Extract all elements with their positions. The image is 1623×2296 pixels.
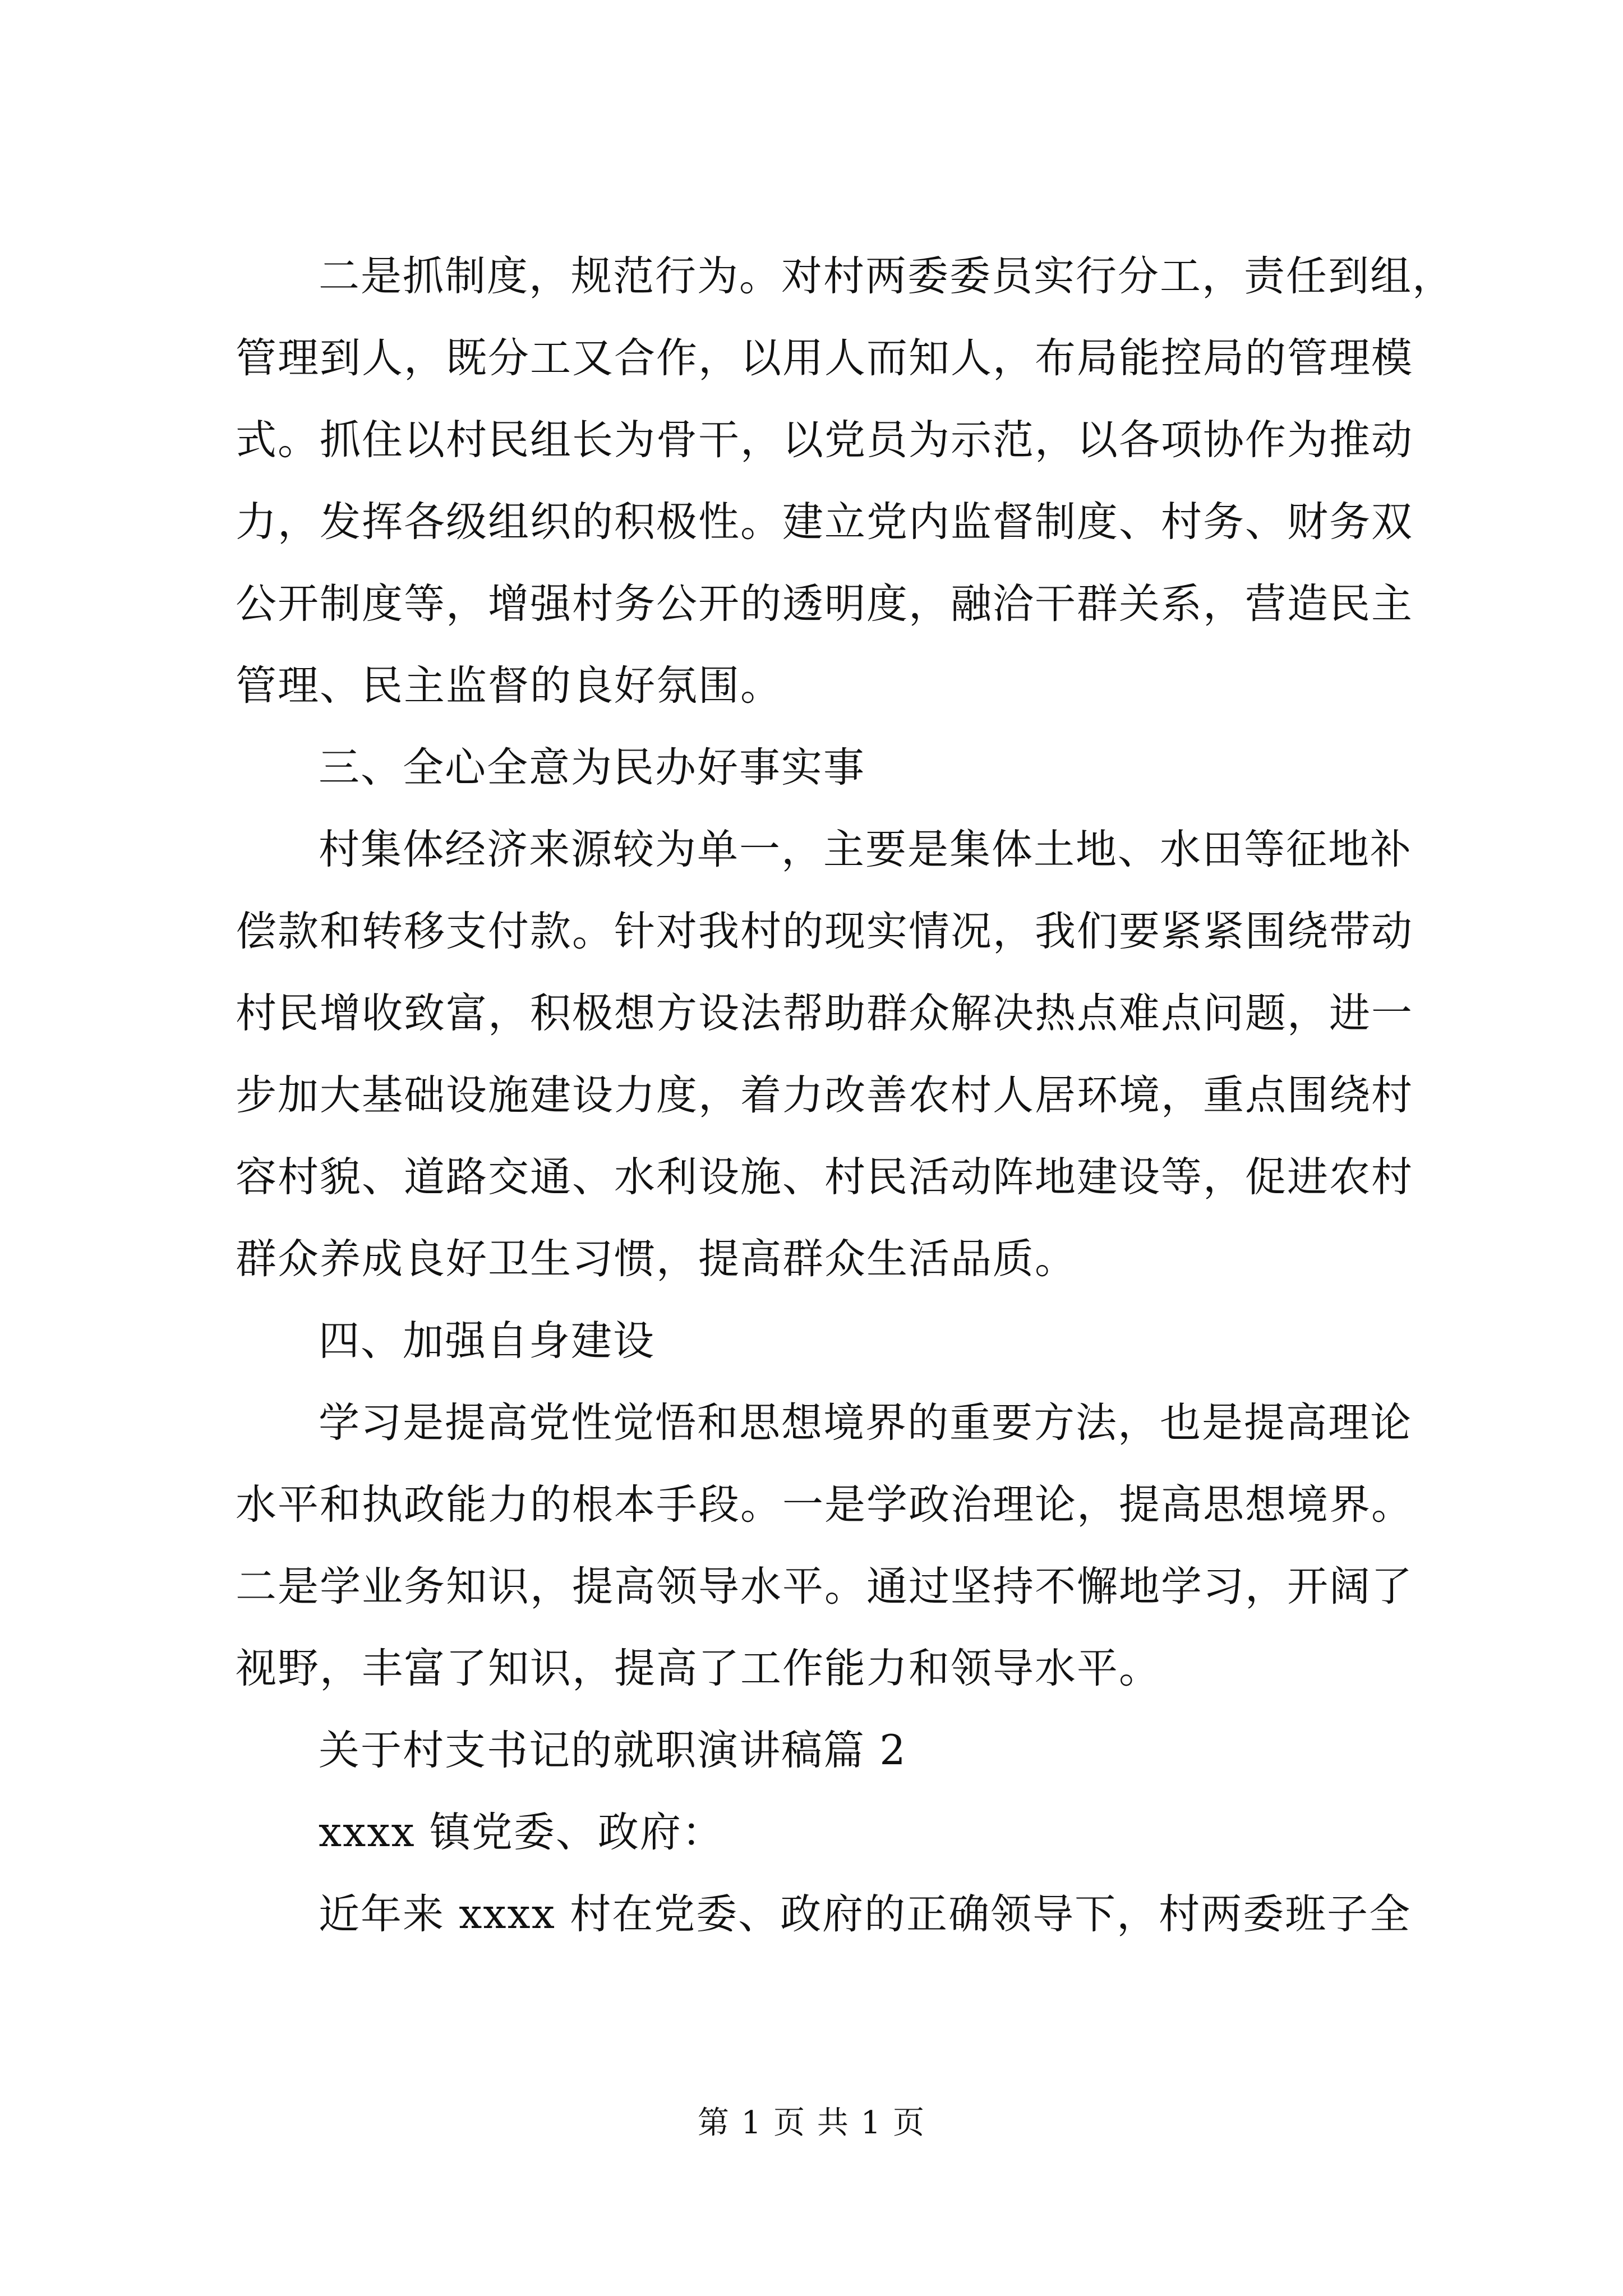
text-line: 关于村支书记的就职演讲稿篇 2 (319, 1727, 907, 1774)
text-line: 二是学业务知识，提高领导水平。通过坚持不懈地学习，开阔了 (236, 1563, 1413, 1611)
text-line: 公开制度等，增强村务公开的透明度，融洽干群关系，营造民主 (236, 580, 1413, 628)
text-line: 四、加强自身建设 (319, 1317, 655, 1365)
text-line: 管理到人，既分工又合作，以用人而知人，布局能控局的管理模 (236, 334, 1413, 382)
text-line: 式。抓住以村民组长为骨干，以党员为示范，以各项协作为推动 (236, 416, 1413, 464)
text-line: 力，发挥各级组织的积极性。建立党内监督制度、村务、财务双 (236, 498, 1413, 546)
text-line: xxxx 镇党委、政府： (319, 1809, 724, 1856)
text-line: 村民增收致富，积极想方设法帮助群众解决热点难点问题，进一 (236, 990, 1413, 1037)
text-line: 容村貌、道路交通、水利设施、村民活动阵地建设等，促进农村 (236, 1153, 1413, 1201)
text-line: 近年来 xxxx 村在党委、政府的正确领导下，村两委班子全 (319, 1890, 1412, 1938)
text-line: 管理、民主监督的良好氛围。 (236, 662, 782, 710)
document-body (236, 236, 1454, 1955)
text-line: 水平和执政能力的根本手段。一是学政治理论，提高思想境界。 (236, 1481, 1413, 1529)
text-line: 村集体经济来源较为单一，主要是集体土地、水田等征地补 (319, 826, 1412, 873)
text-line: 偿款和转移支付款。针对我村的现实情况，我们要紧紧围绕带动 (236, 908, 1413, 955)
text-line: 学习是提高党性觉悟和思想境界的重要方法，也是提高理论 (319, 1399, 1412, 1447)
text-line: 二是抓制度，规范行为。对村两委委员实行分工，责任到组， (319, 252, 1454, 300)
text-line: 群众养成良好卫生习惯，提高群众生活品质。 (236, 1235, 1077, 1283)
text-line: 视野，丰富了知识，提高了工作能力和领导水平。 (236, 1645, 1161, 1692)
text-line: 三、全心全意为民办好事实事 (319, 744, 865, 792)
page-footer: 第 1 页 共 1 页 (697, 2105, 926, 2141)
text-line: 步加大基础设施建设力度，着力改善农村人居环境，重点围绕村 (236, 1071, 1413, 1119)
